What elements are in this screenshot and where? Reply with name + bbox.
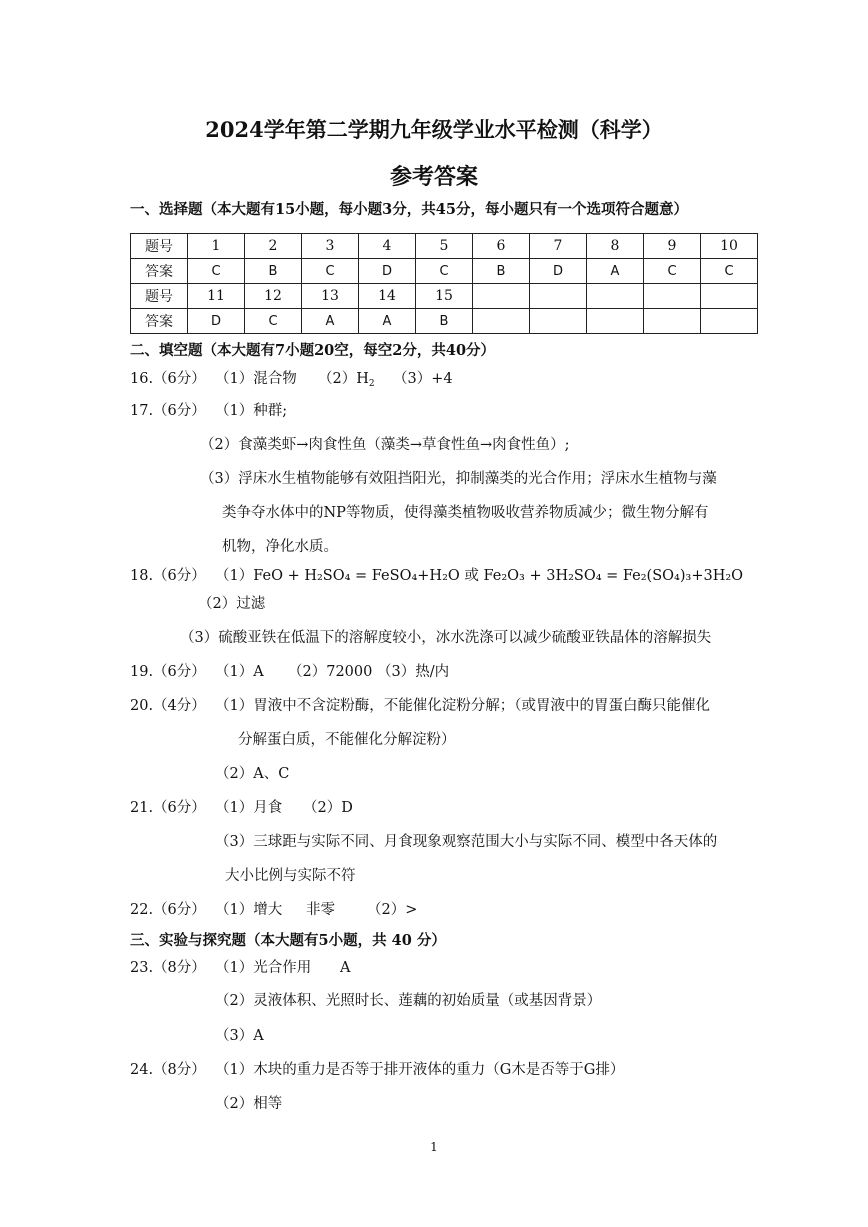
table-cell (473, 284, 530, 309)
table-cell: 13 (302, 284, 359, 309)
table-cell (473, 309, 530, 334)
table-cell: C (245, 309, 302, 334)
table-cell: 8 (587, 234, 644, 259)
table-cell: A (587, 259, 644, 284)
table-cell (701, 309, 758, 334)
table-header-cell: 答案 (131, 309, 188, 334)
table-cell: 4 (359, 234, 416, 259)
table-cell (587, 284, 644, 309)
question-23-number: 23.（8分） (130, 960, 206, 976)
table-header-cell: 题号 (131, 284, 188, 309)
table-cell (644, 284, 701, 309)
q24-answer-2: （2）相等 (215, 1096, 283, 1112)
table-cell: 5 (416, 234, 473, 259)
table-cell: 15 (416, 284, 473, 309)
answer-table (130, 233, 758, 334)
table-cell: B (473, 259, 530, 284)
table-cell: 3 (302, 234, 359, 259)
section-heading-1: 一、选择题（本大题有15小题，每小题3分，共45分，每小题只有一个选项符合题意） (130, 201, 688, 218)
q24-answer-1: （1）木块的重力是否等于排开液体的重力（G木是否等于G排） (215, 1062, 625, 1078)
table-row (131, 234, 758, 259)
q23-answer-3: （3）A (215, 1028, 264, 1044)
table-cell (530, 309, 587, 334)
page-subtitle: 参考答案 (389, 164, 478, 190)
q21-answer-3-line-1: （3）三球距与实际不同、月食现象观察范围大小与实际不同、模型中各天体的 (215, 834, 718, 850)
table-cell: C (416, 259, 473, 284)
section-heading-3: 三、实验与探究题（本大题有5小题，共 40 分） (130, 932, 446, 949)
q21-answer-2: （2）D (303, 800, 353, 816)
table-cell: 10 (701, 234, 758, 259)
q19-answer-3: （3）热/内 (377, 664, 450, 680)
table-cell (587, 309, 644, 334)
page-title: 2024学年第二学期九年级学业水平检测（科学） (205, 117, 663, 142)
table-row (131, 259, 758, 284)
q19-answer-2: （2）72000 (288, 664, 373, 680)
question-16-number: 16.（6分） (130, 371, 206, 387)
q18-answer-2: （2）过滤 (198, 596, 266, 612)
q20-answer-2: （2）A、C (215, 766, 290, 782)
question-18-number: 18.（6分） (130, 568, 206, 584)
table-row (131, 309, 758, 334)
table-cell: 1 (188, 234, 245, 259)
table-cell: 6 (473, 234, 530, 259)
table-cell: D (188, 309, 245, 334)
table-cell: B (245, 259, 302, 284)
q23-answer-2: （2）灵液体积、光照时长、莲藕的初始质量（或基因背景） (215, 993, 602, 1009)
table-cell (530, 284, 587, 309)
q19-answer-1: （1）A (215, 664, 264, 680)
q21-answer-3-line-2: 大小比例与实际不符 (225, 868, 356, 884)
q23-answer-1b: A (340, 960, 351, 976)
question-20-number: 20.（4分） (130, 698, 206, 714)
table-cell: 12 (245, 284, 302, 309)
q17-answer-2: （2）食藻类虾→肉食性鱼（藻类→草食性鱼→肉食性鱼）; (200, 437, 570, 453)
q17-answer-3-line-1: （3）浮床水生植物能够有效阻挡阳光，抑制藻类的光合作用；浮床水生植物与藻 (200, 471, 717, 487)
table-cell: D (359, 259, 416, 284)
q18-answer-3: （3）硫酸亚铁在低温下的溶解度较小，冰水洗涤可以减少硫酸亚铁晶体的溶解损失 (180, 630, 712, 646)
q23-answer-1: （1）光合作用 (215, 960, 312, 976)
q22-answer-1: （1）增大 (215, 902, 283, 918)
table-header-cell: 题号 (131, 234, 188, 259)
page-number: 1 (430, 1140, 438, 1154)
question-24-number: 24.（8分） (130, 1062, 206, 1078)
table-cell: C (701, 259, 758, 284)
table-cell (701, 284, 758, 309)
table-cell: 7 (530, 234, 587, 259)
question-17-number: 17.（6分） (130, 403, 206, 419)
q17-answer-1: （1）种群; (215, 403, 288, 419)
question-21-number: 21.（6分） (130, 800, 206, 816)
q20-answer-1-line-2: 分解蛋白质，不能催化分解淀粉） (238, 732, 456, 748)
table-row (131, 284, 758, 309)
table-cell: 11 (188, 284, 245, 309)
q18-answer-1: （1）FeO + H₂SO₄ = FeSO₄+H₂O 或 Fe₂O₃ + 3H₂SO₄ = Fe₂(SO₄)₃+3H₂O (215, 568, 744, 584)
q20-answer-1-line-1: （1）胃液中不含淀粉酶，不能催化淀粉分解；（或胃液中的胃蛋白酶只能催化 (215, 698, 710, 714)
q16-answer-3: （3）+4 (393, 371, 453, 387)
table-cell: 14 (359, 284, 416, 309)
question-19-number: 19.（6分） (130, 664, 206, 680)
table-header-cell: 答案 (131, 259, 188, 284)
q21-answer-1: （1）月食 (215, 800, 283, 816)
table-cell: C (188, 259, 245, 284)
table-cell: 9 (644, 234, 701, 259)
q16-answer-2: $(2)H_2$ (318, 371, 375, 389)
question-22-number: 22.（6分） (130, 902, 206, 918)
table-cell: B (416, 309, 473, 334)
q22-answer-2: （2）> (367, 902, 418, 918)
table-cell: A (359, 309, 416, 334)
table-cell: A (302, 309, 359, 334)
table-cell: D (530, 259, 587, 284)
q22-answer-1b: 非零 (306, 902, 335, 918)
table-cell: C (644, 259, 701, 284)
q17-answer-3-line-2: 类争夺水体中的NP等物质，使得藻类植物吸收营养物质减少；微生物分解有 (222, 505, 709, 521)
table-cell: 2 (245, 234, 302, 259)
q17-answer-3-line-3: 机物，净化水质。 (222, 539, 338, 555)
section-heading-2: 二、填空题（本大题有7小题20空，每空2分，共40分） (130, 342, 496, 359)
table-cell (644, 309, 701, 334)
table-cell: C (302, 259, 359, 284)
q16-answer-1: （1）混合物 (215, 371, 297, 387)
